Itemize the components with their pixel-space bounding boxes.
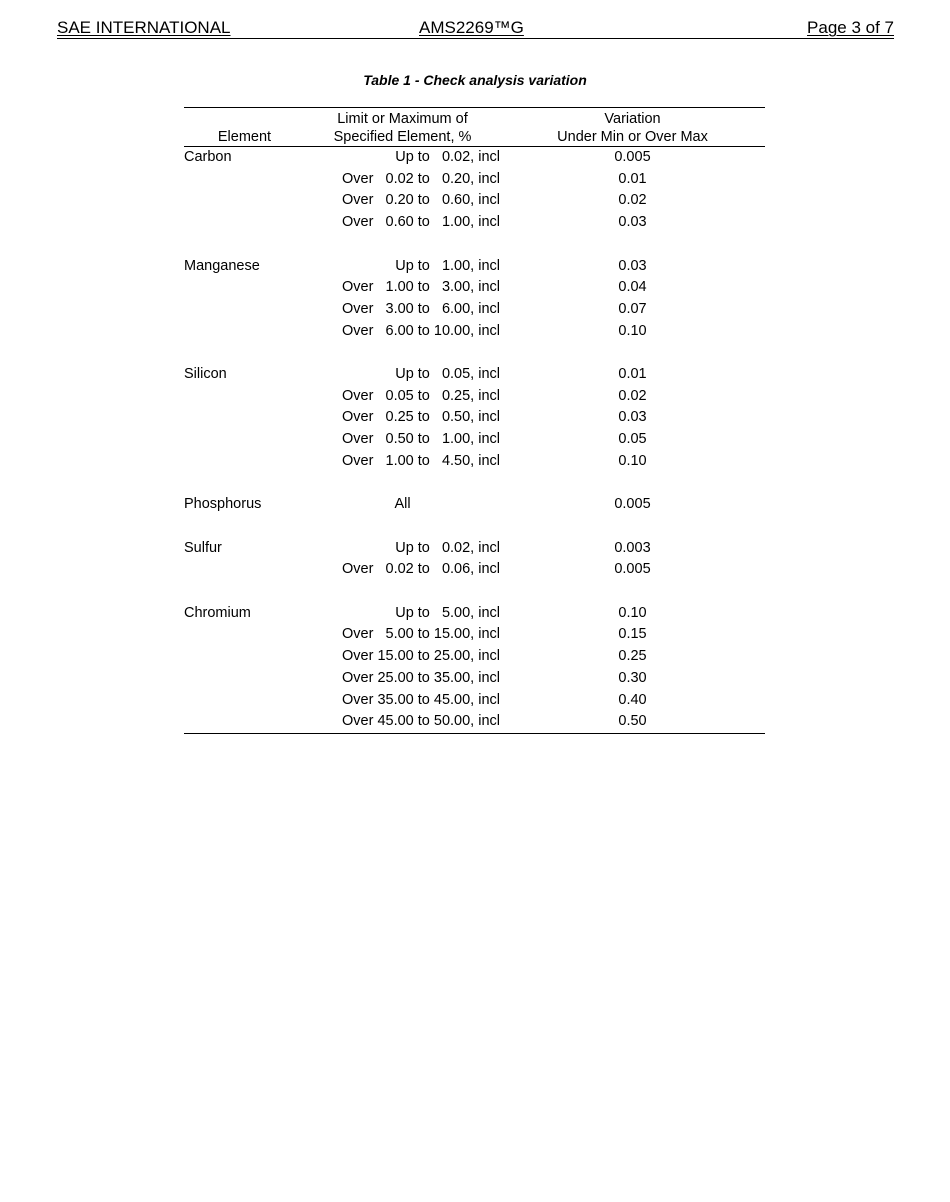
element-cell: Manganese xyxy=(184,257,260,274)
table-row xyxy=(184,603,765,625)
table-row xyxy=(184,277,765,299)
limit-cell: Over 0.02 to 0.20, incl xyxy=(342,170,500,187)
limit-cell: Over 45.00 to 50.00, incl xyxy=(305,711,500,733)
variation-cell: 0.005 xyxy=(614,561,651,578)
variation-cell: 0.02 xyxy=(618,387,647,404)
table-body xyxy=(184,147,765,734)
table-row xyxy=(184,690,765,712)
variation-cell: 0.02 xyxy=(618,192,647,209)
group-spacer xyxy=(184,581,765,603)
group-spacer xyxy=(184,234,765,256)
group-spacer xyxy=(184,473,765,495)
element-cell xyxy=(184,711,305,733)
table-caption: Table 1 - Check analysis variation xyxy=(363,72,587,88)
element-cell xyxy=(184,624,305,646)
element-cell: Carbon xyxy=(184,149,232,165)
limit-cell: Over 6.00 to 10.00, incl xyxy=(342,322,500,339)
variation-cell: 0.07 xyxy=(618,300,647,317)
element-cell xyxy=(184,407,305,429)
table-row xyxy=(184,190,765,212)
spacer-cell xyxy=(184,581,765,603)
variation-cell: 0.05 xyxy=(618,431,647,448)
variation-cell: 0.005 xyxy=(614,149,651,165)
table-row xyxy=(184,299,765,321)
page-header xyxy=(57,18,894,39)
element-cell xyxy=(184,190,305,212)
variation-cell: 0.01 xyxy=(618,366,647,382)
spacer-cell xyxy=(184,342,765,364)
limit-cell: Up to 5.00, incl xyxy=(395,604,500,621)
variation-cell: 0.15 xyxy=(618,626,647,643)
header-limit xyxy=(305,108,500,147)
header-variation xyxy=(500,108,765,147)
table-row xyxy=(184,212,765,234)
group-spacer xyxy=(184,516,765,538)
element-cell xyxy=(184,690,305,712)
table-row xyxy=(184,559,765,581)
variation-cell: 0.40 xyxy=(618,691,647,708)
element-cell xyxy=(184,277,305,299)
limit-cell: Over 35.00 to 45.00, incl xyxy=(342,691,500,708)
variation-cell: 0.10 xyxy=(618,452,647,469)
limit-cell: All xyxy=(394,496,411,513)
variation-cell: 0.10 xyxy=(618,604,647,621)
table-header-row xyxy=(184,108,765,147)
table-row xyxy=(184,711,765,733)
limit-cell: Over 0.50 to 1.00, incl xyxy=(342,431,500,448)
table-row xyxy=(184,668,765,690)
element-cell xyxy=(184,559,305,581)
table-row xyxy=(184,407,765,429)
element-cell: Silicon xyxy=(184,366,227,382)
group-spacer xyxy=(184,342,765,364)
table-row xyxy=(184,646,765,668)
limit-cell: Over 0.20 to 0.60, incl xyxy=(342,192,500,209)
header-element xyxy=(184,108,305,147)
table-row xyxy=(184,386,765,408)
element-cell xyxy=(184,451,305,473)
element-cell xyxy=(184,429,305,451)
element-cell xyxy=(184,646,305,668)
variation-cell: 0.01 xyxy=(618,170,647,187)
element-cell xyxy=(184,169,305,191)
table-row xyxy=(184,364,765,386)
table-row xyxy=(184,256,765,278)
table-row xyxy=(184,169,765,191)
table-row xyxy=(184,429,765,451)
limit-cell: Over 25.00 to 35.00, incl xyxy=(342,669,500,686)
header-page-number: Page 3 of 7 xyxy=(807,18,894,37)
header-org: SAE INTERNATIONAL xyxy=(57,18,231,37)
variation-cell: 0.003 xyxy=(614,539,651,556)
element-cell xyxy=(184,299,305,321)
limit-cell: Over 0.60 to 1.00, incl xyxy=(342,214,500,231)
variation-cell: 0.03 xyxy=(618,214,647,231)
element-cell: Chromium xyxy=(184,604,251,621)
element-cell xyxy=(184,212,305,234)
limit-cell: Over 5.00 to 15.00, incl xyxy=(342,626,500,643)
variation-cell: 0.30 xyxy=(618,669,647,686)
header-variation-line2: Under Min or Over Max xyxy=(557,129,708,145)
variation-cell: 0.50 xyxy=(500,711,765,733)
table-row xyxy=(184,624,765,646)
variation-cell: 0.04 xyxy=(618,279,647,296)
limit-cell: Up to 0.02, incl xyxy=(395,149,500,165)
element-cell: Phosphorus xyxy=(184,496,262,513)
limit-cell: Over 0.05 to 0.25, incl xyxy=(342,387,500,404)
header-limit-line2: Specified Element, % xyxy=(333,129,472,145)
header-element-label: Element xyxy=(217,129,272,145)
table-row xyxy=(184,538,765,560)
check-analysis-table xyxy=(184,107,765,734)
limit-cell: Up to 0.02, incl xyxy=(395,539,500,556)
header-limit-line1: Limit or Maximum of xyxy=(337,111,468,127)
element-cell xyxy=(184,386,305,408)
table-row xyxy=(184,451,765,473)
variation-cell: 0.03 xyxy=(618,409,647,426)
variation-cell: 0.03 xyxy=(618,257,647,274)
limit-cell: Over 1.00 to 3.00, incl xyxy=(342,279,500,296)
element-cell xyxy=(184,668,305,690)
spacer-cell xyxy=(184,473,765,495)
limit-cell: Up to 1.00, incl xyxy=(395,257,500,274)
spacer-cell xyxy=(184,234,765,256)
header-variation-line1: Variation xyxy=(604,111,661,127)
element-cell: Sulfur xyxy=(184,539,222,556)
table-row xyxy=(184,147,765,169)
limit-cell: Over 1.00 to 4.50, incl xyxy=(342,452,500,469)
table-row xyxy=(184,494,765,516)
table-row xyxy=(184,321,765,343)
variation-cell: 0.10 xyxy=(618,322,647,339)
header-doc-id: AMS2269™G xyxy=(419,18,524,37)
spacer-cell xyxy=(184,516,765,538)
element-cell xyxy=(184,321,305,343)
variation-cell: 0.005 xyxy=(614,496,651,513)
limit-cell: Over 15.00 to 25.00, incl xyxy=(342,648,500,665)
variation-cell: 0.25 xyxy=(618,648,647,665)
limit-cell: Over 0.02 to 0.06, incl xyxy=(342,561,500,578)
limit-cell: Over 0.25 to 0.50, incl xyxy=(342,409,500,426)
limit-cell: Over 3.00 to 6.00, incl xyxy=(342,300,500,317)
limit-cell: Up to 0.05, incl xyxy=(395,366,500,382)
